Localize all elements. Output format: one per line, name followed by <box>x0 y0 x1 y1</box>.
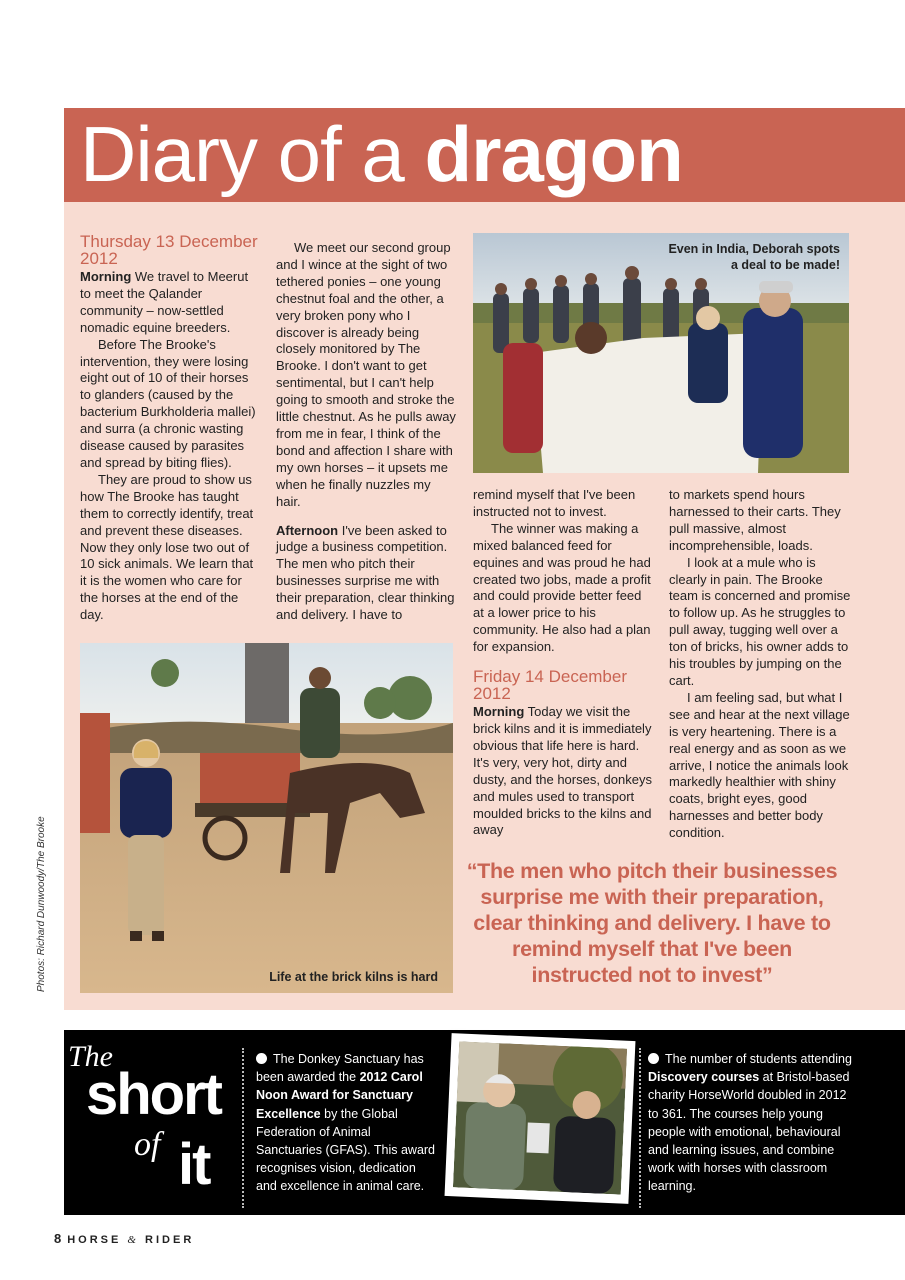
paragraph: We meet our second group and I wince at the sight of two tethered ponies – one young chestnut foal and the other, a very broken pony who I discover is already being closely monitored by The Brooke. I don't want to get sentimental, but I can't help going to smooth and stroke the little chestnut. As he pulls away from me in fear, I think of the bond and affection I share with my own horses – it upsets me when he finally nuzzles my hair. <box>276 240 456 509</box>
dotted-divider <box>639 1048 641 1208</box>
photo-caption-kilns: Life at the brick kilns is hard <box>269 970 438 984</box>
news-text: The Donkey Sanctuary has been awarded the <box>256 1052 424 1085</box>
paragraph: remind myself that I've been instructed not to invest. <box>473 487 636 519</box>
page-title <box>80 112 683 196</box>
magazine-name-amp: & <box>127 1234 139 1246</box>
paragraph-text: We travel to Meerut to meet the Qalander community – now-settled nomadic equine breeders. <box>80 269 249 335</box>
pull-quote: “The men who pitch their businesses surprise me with their preparation, clear thinking and delivery. I have to remind myself that I've been instructed not to invest” <box>466 859 838 987</box>
time-keyword: Afternoon <box>276 522 339 538</box>
paragraph-text: Today we visit the brick kilns and it is immediately obvious that life here is hard. It's very, very hot, dirty and dusty, and the horses, donkeys and mules used to transport moulded bricks to the kilns and away <box>473 704 652 838</box>
paragraph: The winner was making a mixed balanced feed for equines and was proud he had created two jobs, made a profit and could provide better feed at a lower price to his community. He also had a plan for expansion. <box>473 520 651 655</box>
time-keyword: Morning <box>473 704 525 720</box>
magazine-name-b: RIDER <box>145 1234 195 1246</box>
award-photo-image <box>453 1041 627 1194</box>
bullet-icon <box>648 1053 659 1064</box>
date-heading-friday: Friday 14 December 2012 <box>473 667 628 704</box>
dotted-divider <box>242 1048 244 1208</box>
photo-brick-kilns <box>80 643 453 993</box>
paragraph-text: I've been asked to judge a business competition. The men who pitch their businesses surprise me with their preparation, clear thinking and delivery. I have to <box>276 522 455 623</box>
photo-credit: Photos: Richard Dunwoody/The Brooke <box>36 816 47 992</box>
news-text: by the Global Federation of Animal Sanctuaries (GFAS). This award recognises vision, dedication and excellence in animal care. <box>256 1106 436 1194</box>
news-text-bold: Discovery courses <box>648 1070 760 1085</box>
caption-line: Even in India, Deborah spots <box>668 242 840 256</box>
caption-line: a deal to be made! <box>730 258 840 272</box>
page-folio <box>54 1231 194 1246</box>
paragraph: to markets spend hours harnessed to their carts. They pull massive, almost incomprehensible, loads. <box>669 487 841 553</box>
paragraph: I look at a mule who is clearly in pain. The Brooke team is concerned and promise to follow up. As he struggles to pull away, tugging well over a ton of bricks, his owner adds to his troubles by jumping on the cart. <box>669 554 851 688</box>
short-of-it-logo-of: of <box>134 1126 161 1163</box>
short-of-it-logo-it: it <box>178 1132 210 1197</box>
time-keyword: Morning <box>80 269 132 284</box>
page-number: 8 <box>54 1231 62 1246</box>
article-column-1 <box>80 233 258 624</box>
paragraph: I am feeling sad, but what I see and hear at the next village is very heartening. There is a real energy and as soon as we arrive, I notice the animals look markedly healthier with shiny coats, bright eyes, good harnesses and better body condition. <box>669 689 850 841</box>
photo-brick-kilns-image <box>80 643 453 993</box>
short-of-it-logo-short: short <box>86 1062 221 1127</box>
award-photo <box>445 1033 636 1204</box>
paragraph <box>473 704 655 839</box>
news-item-horseworld <box>648 1050 853 1196</box>
news-item-donkey-sanctuary <box>256 1050 438 1196</box>
photo-caption-top <box>600 241 840 273</box>
news-text-bold: 2012 Carol Noon Award for Sanctuary Excellence <box>256 1070 423 1121</box>
date-heading-thursday: Thursday 13 December 2012 <box>80 232 258 268</box>
bullet-icon <box>256 1053 267 1064</box>
article-column-4 <box>669 487 851 842</box>
article-column-2 <box>276 240 456 624</box>
news-text: The number of students attending <box>665 1052 852 1066</box>
short-of-it-logo-the: The <box>68 1040 113 1073</box>
magazine-name-a: HORSE <box>67 1234 122 1246</box>
paragraph <box>80 269 258 337</box>
paragraph: They are proud to show us how The Brooke has taught them to correctly identify, treat and prevent these diseases. Now they only lose two out of 10 sick animals. We learn that it is the women who care for the horses at the end of the day. <box>80 471 254 623</box>
article-column-3 <box>473 487 655 839</box>
news-text: at Bristol-based charity HorseWorld doubled in 2012 to 361. The courses help young people with emotional, behavioural and learning issues, and combine work with horses with classroom learning. <box>648 1070 850 1194</box>
award-photo-image-frame <box>453 1041 627 1194</box>
title-bold: dragon <box>424 110 683 198</box>
paragraph <box>276 523 456 624</box>
paragraph: Before The Brooke's intervention, they were losing eight out of 10 of their horses to glanders (caused by the bacterium Burkholderia mallei) and surra (a chronic wasting disease caused by parasites and spread by biting flies). <box>80 336 256 470</box>
title-light: Diary of a <box>80 110 404 198</box>
